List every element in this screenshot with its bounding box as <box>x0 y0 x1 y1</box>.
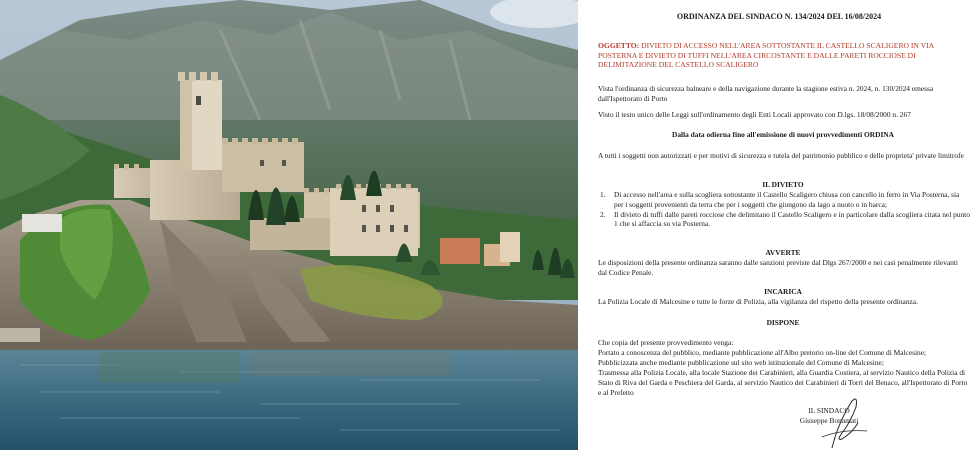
dispone-intro: Che copia del presente provvedimento venga: <box>598 338 734 347</box>
vista-paragraph: Vista l'ordinanza di sicurezza balneare e della navigazione durante la stagione estiva n. 2024, n. 130/2024 emessa dall'Ispettorato di Porto <box>598 84 934 103</box>
visto-paragraph: Visto il testo unico delle Leggi sull'ordinamento degli Enti Locali approvato con D.lgs. 18/08/2000 n. 267 <box>598 110 911 119</box>
ordinance-document <box>584 0 974 450</box>
incarica-heading: INCARICA <box>764 287 802 296</box>
list-item <box>598 210 970 230</box>
dispone-line-1: Portato a conoscenza del pubblico, mediante pubblicazione all'Albo pretorio on-line del Comune di Malcesine; <box>598 348 927 357</box>
dispone-heading: DISPONE <box>766 318 800 327</box>
signature-scribble <box>812 393 872 450</box>
ordina-line: Dalla data odierna fino all'emissione di nuovi provvedimenti ORDINA <box>671 130 894 139</box>
avverte-paragraph: Le disposizioni della presente ordinanza saranno dalle sanzioni previste dal Dlgs 267/2000 e nei casi penalmente rilevanti dal Codice Penale. <box>598 258 958 277</box>
incarica-paragraph: La Polizia Locale di Malcesine e tutte le forze di Polizia, alla vigilanza del rispetto della presente ordinanza. <box>598 297 918 306</box>
dispone-line-2: Pubblicizzata anche mediante pubblicazione sul sito web istituzionale del Comune di Malcesine; <box>598 358 884 367</box>
divieto-heading: IL DIVIETO <box>762 180 804 189</box>
oggetto-block <box>598 41 968 70</box>
oggetto-label: OGGETTO: <box>598 41 640 50</box>
list-item-number: 2. <box>600 209 606 219</box>
list-item-text: Il divieto di tuffi dalle pareti rocciose che delimitano il Castello Scaligero e in particolare dalla scogliera citata nel punto 1 che si affaccia su via Posterna. <box>614 209 970 229</box>
list-item-number: 1. <box>600 190 606 199</box>
a-tutti-paragraph: A tutti i soggetti non autorizzati e per motivi di sicurezza e tutela del patrimonio pubblico e delle proprieta' private limitrofe <box>598 151 964 160</box>
oggetto-text: DIVIETO DI ACCESSO NELL'AREA SOTTOSTANTE IL CASTELLO SCALIGERO IN VIA POSTERNA E DIVIETO DI TUFFI NELL'AREA CIRCOSTANTE E DALLE PARETI ROCCIOSE DI DELIMITAZIONE DEL CASTELLO SCALIGERO <box>598 41 934 70</box>
list-item <box>598 190 970 210</box>
avverte-heading: AVVERTE <box>765 248 801 257</box>
divieto-list <box>598 190 970 229</box>
dispone-line-3: Trasmessa alla Polizia Locale, alla locale Stazione dei Carabinieri, alla Guardia Costiera, al servizio Nautico della Polizia di Stato di Riva del Garda e Peschiera del Garda, al servizio Nautico dei Carabinieri di Torri del Benaco, all'Ispettorato di Porto e al Prefetto <box>598 368 968 397</box>
document-title: ORDINANZA DEL SINDACO N. 134/2024 DEL 16/08/2024 <box>676 12 882 21</box>
sindaco-name: Giuseppe Bonamati <box>799 416 859 425</box>
sindaco-label: IL SINDACO <box>808 406 850 415</box>
list-item-text: Di accesso nell'area e sulla scogliera sottostante il Castello Scaligero chiusa con cancello in ferro in Via Posterna, sia per i soggetti provenienti da terra che per i soggetti che giungono da lago a nuoto o in barca; <box>614 190 960 209</box>
